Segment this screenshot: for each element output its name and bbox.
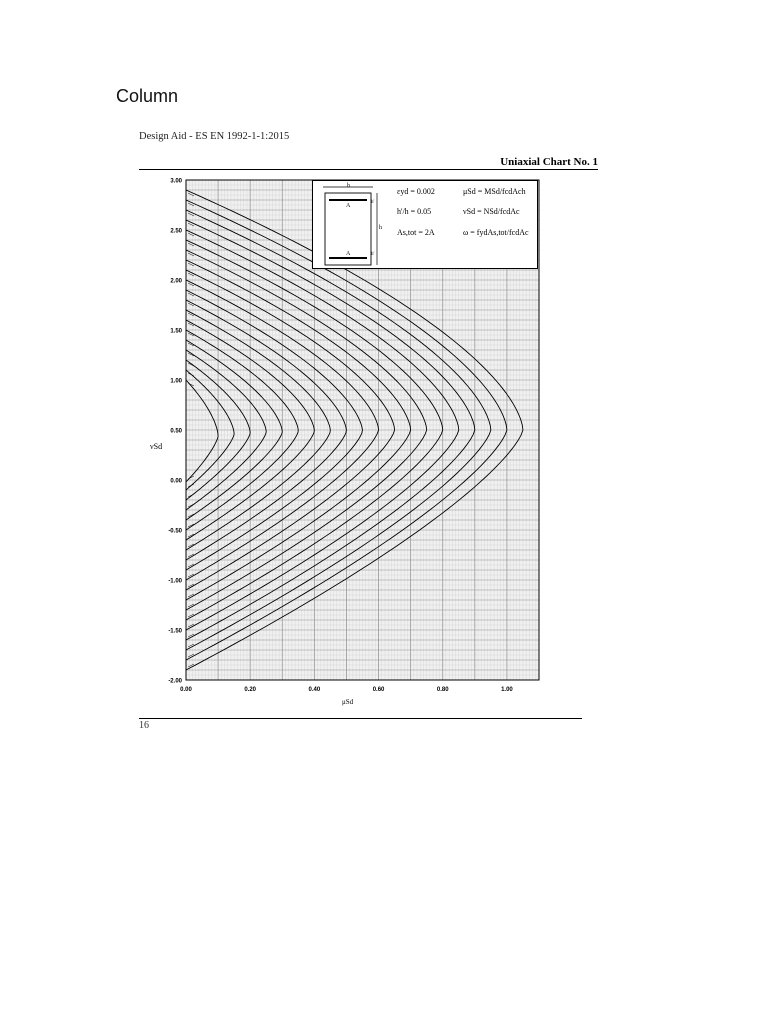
y-axis-label: νSd xyxy=(150,442,163,451)
x-tick-labels xyxy=(180,687,513,693)
y-tick-label: -0.50 xyxy=(168,528,182,535)
label-a-top: A xyxy=(346,203,351,209)
cross-section-diagram xyxy=(317,183,389,267)
y-tick-labels xyxy=(168,179,182,685)
x-tick-label: 0.20 xyxy=(244,687,257,693)
y-tick-label: -1.50 xyxy=(168,628,182,635)
x-tick-label: 0.60 xyxy=(372,687,385,693)
legend-box xyxy=(312,180,538,269)
label-a-bottom: A xyxy=(346,251,351,257)
y-tick-label: 2.50 xyxy=(170,228,182,235)
legend-eps-yd: εyd = 0.002 xyxy=(397,187,435,196)
x-tick-label: 1.00 xyxy=(501,687,513,693)
y-tick-label: 2.00 xyxy=(170,278,182,285)
x-tick-label: 0.40 xyxy=(308,687,321,693)
y-tick-label: 0.50 xyxy=(170,428,182,435)
y-tick-label: 3.00 xyxy=(170,178,182,185)
label-h-prime-top: h' xyxy=(371,200,375,205)
legend-nu: νSd = NSd/fcdAc xyxy=(463,207,520,216)
design-aid-caption: Design Aid - ES EN 1992-1-1:2015 xyxy=(139,131,290,142)
y-tick-label: -2.00 xyxy=(168,678,182,685)
legend-area: As,tot = 2A xyxy=(397,228,435,237)
legend-omega: ω = fydAs,tot/fcdAc xyxy=(463,228,529,237)
y-tick-label: 0.00 xyxy=(170,478,182,485)
legend-h-ratio: h'/h = 0.05 xyxy=(397,207,432,216)
label-b: b xyxy=(347,183,350,189)
label-h-prime-bottom: h' xyxy=(371,252,375,257)
y-tick-label: -1.00 xyxy=(168,578,182,585)
x-tick-label: 0.00 xyxy=(180,687,192,693)
x-axis-label: μSd xyxy=(342,698,354,706)
legend-mu: μSd = MSd/fcdAch xyxy=(463,187,526,196)
document-heading: Column xyxy=(116,86,179,106)
y-tick-label: 1.00 xyxy=(170,378,182,385)
page-number: 16 xyxy=(139,720,149,731)
bottom-rule xyxy=(139,718,582,719)
chart-title: Uniaxial Chart No. 1 xyxy=(500,156,598,168)
x-tick-label: 0.80 xyxy=(436,687,449,693)
label-h: h xyxy=(379,225,382,231)
y-tick-label: 1.50 xyxy=(170,328,182,335)
